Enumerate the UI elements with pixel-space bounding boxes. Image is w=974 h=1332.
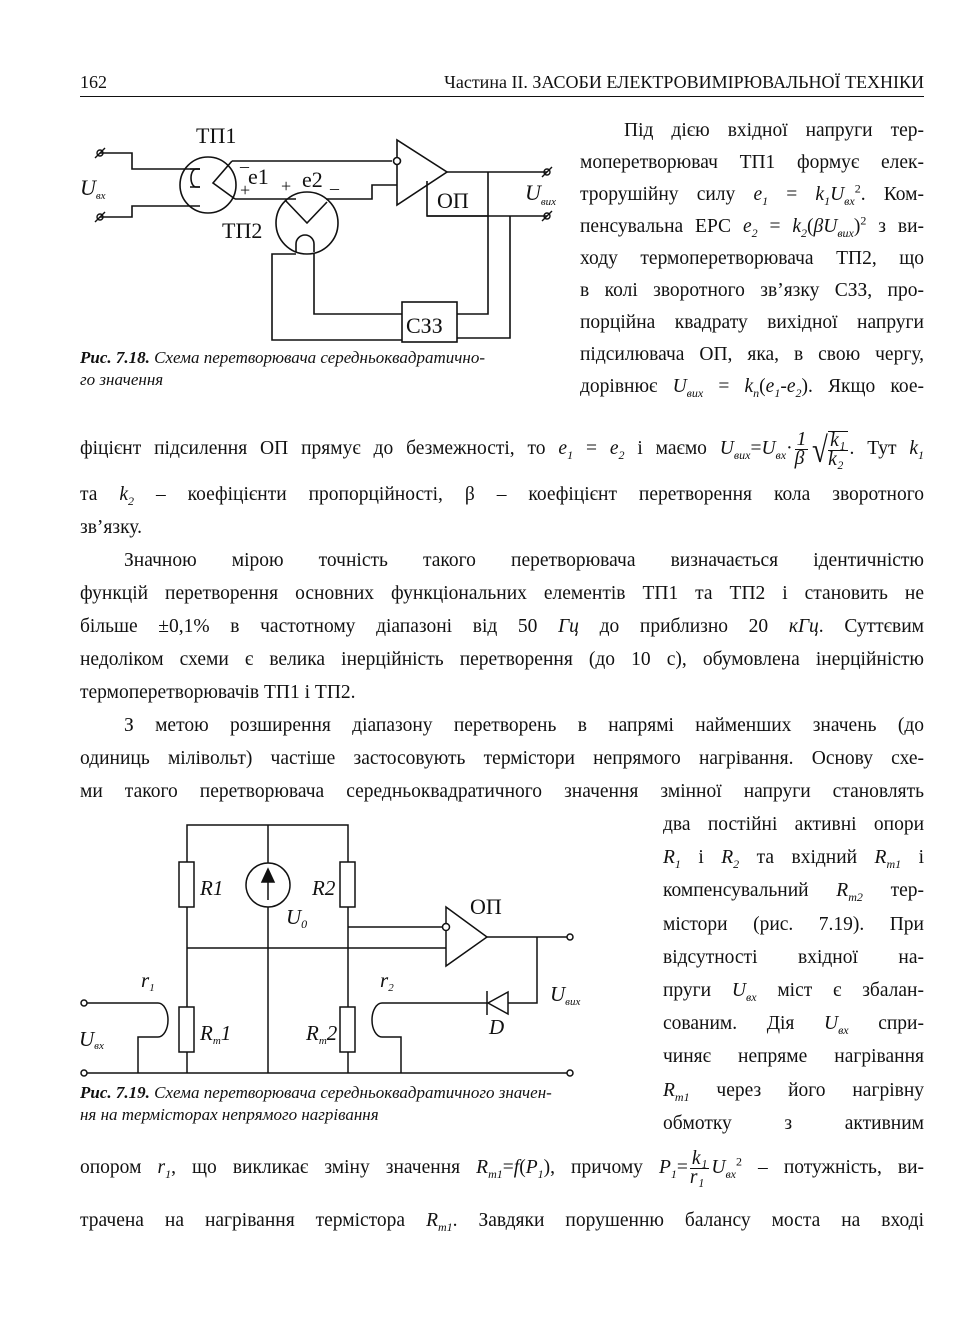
text-line: більше ±0,1% в частотному діапазоні від 50 Гц до приблизно 20 кГц. Суттєвим — [80, 616, 924, 637]
text-line: підсилювача ОП, яка, в свою чергу, — [580, 344, 924, 365]
italic-symbol: кГц — [788, 616, 819, 637]
subscript: п — [753, 385, 760, 400]
italic-symbol: U — [761, 438, 776, 459]
text-line: порційна квадрату вихідної напруги — [580, 312, 924, 333]
text-line: містори (рис. 7.19). При — [663, 913, 924, 935]
italic-symbol: k — [909, 438, 918, 459]
subscript: 1 — [567, 447, 574, 462]
italic-symbol: R — [721, 847, 734, 869]
subscript: 2 — [795, 385, 802, 400]
caption-number: Рис. 7.19. — [80, 1083, 150, 1102]
text-line: Значною мірою точність такого перетворювача визначається ідентичністю — [124, 550, 924, 571]
text-line: чиняє непряме нагрівання — [663, 1046, 924, 1068]
fraction — [828, 431, 847, 469]
body-text — [80, 478, 924, 808]
italic-symbol: e — [765, 376, 775, 397]
italic-symbol: k — [744, 376, 754, 397]
label-r1: R1 — [200, 876, 224, 900]
label-r-2: r2 — [380, 968, 394, 994]
italic-symbol: P — [659, 1157, 671, 1178]
subscript: вих — [686, 385, 704, 400]
text-line: опором $r_1$, що викликає зміну значення $R_{т1}=f(P_1)$, причому $P_1=$ $\frac{\text{k₁}}{\text{r₁}}$ $U_{вх}^2$ – потужність, ви- — [80, 1148, 925, 1189]
italic-symbol: e — [609, 438, 619, 459]
italic-symbol: U — [830, 184, 845, 205]
italic-symbol: e — [742, 216, 752, 237]
superscript: 2 — [736, 1154, 742, 1169]
subscript: 2 — [733, 857, 740, 872]
text-line: ходу термоперетворювача ТП2, що — [580, 248, 924, 269]
label-op-2: ОП — [470, 894, 502, 919]
text-line: $R_1$ і $R_2$ та вхідний $R_{т1}$ і — [663, 847, 925, 872]
subscript: 1 — [670, 1166, 677, 1181]
label-minus-e1: – — [240, 156, 249, 176]
text-line: трорушійну силу $e_1 = k_1U_{вх}^2$. Ком- — [580, 181, 924, 208]
subscript: 1 — [674, 857, 681, 872]
italic-symbol: e — [786, 376, 796, 397]
text-line: Під дією вхідної напруги тер- — [624, 120, 924, 141]
thermistor-rt1 — [179, 1007, 194, 1052]
label-u-out: $U_{вих}$ — [525, 180, 557, 208]
subscript: вх — [838, 1023, 849, 1038]
subscript: 1 — [165, 1166, 172, 1181]
label-u0: U0 — [286, 905, 308, 931]
text-line: $R_{т1}$ через його нагрівну — [663, 1079, 924, 1104]
text-line: недоліком схеми є велика інерційність перетворення (до 10 с), обумовлена інерційністю — [80, 649, 924, 670]
subscript: 1 — [537, 1166, 544, 1181]
label-e2: e2 — [302, 167, 323, 192]
label-rt2: Rт2 — [306, 1021, 338, 1047]
subscript: 1 — [774, 385, 781, 400]
label-op: ОП — [437, 188, 469, 213]
subscript: т1 — [437, 1219, 453, 1234]
text-line: моперетворювач ТП1 формує елек- — [580, 152, 924, 173]
label-r-1: r1 — [141, 968, 155, 994]
resistor-r1 — [179, 862, 194, 907]
text-line: відсутності вхідної на- — [663, 946, 924, 968]
text-line: трачена на нагрівання термістора $R_{т1}$. Завдяки порушенню балансу моста на вході — [80, 1210, 924, 1234]
label-rt1: Rт1 — [200, 1021, 232, 1047]
italic-symbol: R — [663, 847, 675, 869]
subscript: т1 — [488, 1166, 503, 1181]
label-u-out-2: Uвих — [550, 982, 581, 1008]
text-line: одиниць мілівольт) частіше застосовують термістори непрямого нагрівання. Основу схе- — [80, 748, 924, 769]
italic-symbol: k — [792, 216, 802, 237]
subscript: 1 — [824, 193, 831, 208]
italic-symbol: f — [513, 1157, 520, 1178]
caption-text: Схема перетворювача середньоквадратично- — [154, 348, 485, 367]
label-tp2: ТП2 — [222, 218, 263, 243]
label-plus-e1: + — [240, 180, 251, 200]
text-line: пруги $U_{вх}$ міст є збалан- — [663, 980, 924, 1004]
subscript: 2 — [128, 493, 135, 508]
italic-symbol: U — [711, 1157, 726, 1178]
subscript: т2 — [848, 890, 863, 905]
italic-symbol: P — [525, 1157, 538, 1178]
subscript: 2 — [751, 225, 758, 240]
text-line: два постійні активні опори — [663, 814, 924, 835]
text-line: фіцієнт підсилення ОП прямує до безмежності, то $e_1 = e_2$ і маємо $U_{вих}=U_{вх}\cdot$ $\frac{1}{\beta}$ √ $\frac{\text{k₁}}{\text{k₂}}$ . Тут $k_1$ — [80, 429, 924, 470]
page-number: 162 — [80, 72, 107, 92]
diode-symbol — [487, 991, 508, 1015]
text-line: дорівнює $U_{вих} = k_п(e_1-e_2)$. Якщо кое- — [580, 376, 925, 400]
text-line: та $k_2$ – коефіцієнти пропорційності, β – коефіцієнт перетворення кола зворотного — [80, 484, 924, 508]
caption-text: Схема перетворювача середньоквадратичного значен- — [154, 1083, 552, 1102]
numerator: 1 — [796, 429, 807, 451]
italic-symbol: R — [663, 1079, 675, 1101]
italic-symbol: k — [119, 484, 129, 505]
terminal-icons-2 — [81, 934, 573, 1076]
italic-symbol: βU — [813, 216, 838, 237]
italic-symbol: U — [719, 438, 734, 459]
italic-symbol: e — [753, 184, 763, 205]
text-line: сованим. Дія $U_{вх}$ спри- — [663, 1013, 924, 1038]
label-u-in: Uвх — [80, 175, 106, 202]
formula-paragraph-line — [80, 427, 924, 471]
caption-text-cont: ня на термісторах непрямого нагрівання — [80, 1105, 379, 1124]
subscript: 2 — [801, 225, 808, 240]
text-line: функцій перетворення основних функціональних елементів ТП1 та ТП2 і становить не — [80, 583, 924, 604]
subscript: 1 — [762, 193, 769, 208]
label-tp1: ТП1 — [196, 123, 237, 148]
italic-symbol: R — [476, 1157, 489, 1178]
denominator: k₂ — [828, 448, 844, 470]
italic-symbol: Гц — [558, 616, 579, 637]
italic-symbol: k — [815, 184, 825, 205]
formula-paragraph-line-2 — [80, 1146, 924, 1190]
label-e1: e1 — [248, 164, 269, 189]
italic-symbol: U — [731, 980, 746, 1002]
fraction — [690, 1150, 709, 1187]
subscript: т1 — [674, 1089, 690, 1104]
caption-text-cont: го значення — [80, 370, 164, 389]
resistor-r2 — [340, 862, 355, 907]
text-line: ми такого перетворювача середньоквадратичного значення змінної напруги становлять — [80, 781, 924, 802]
italic-symbol: R — [874, 847, 887, 869]
denominator: β — [794, 448, 805, 470]
square-root — [810, 431, 849, 469]
label-minus-e2: – — [330, 178, 339, 198]
fraction — [795, 431, 809, 468]
figure-7-19-caption — [80, 1082, 660, 1126]
superscript: 2 — [860, 213, 867, 228]
inverting-input-marker-2 — [443, 924, 450, 931]
numerator: k₁ — [691, 1148, 708, 1170]
subscript: т1 — [886, 857, 902, 872]
text-line: пенсувальна ЕРС $e_2 = k_2(\beta U_{вих})^2$ з ви- — [580, 213, 925, 240]
subscript: вих — [837, 225, 854, 240]
radical-sign: √ — [812, 429, 829, 470]
text-line: обмотку з активним — [663, 1112, 924, 1134]
text-line: зв’язку. — [80, 517, 142, 538]
label-u-in-2: Uвх — [79, 1027, 104, 1052]
italic-symbol: R — [836, 880, 849, 902]
thermistor-rt2 — [340, 1007, 355, 1052]
italic-symbol: U — [823, 1013, 839, 1035]
text-column-right-1 — [580, 115, 924, 403]
subscript: 2 — [618, 447, 625, 462]
italic-symbol: R — [426, 1210, 438, 1231]
text-line: З метою розширення діапазону перетворень в напрямі найменших значень (до — [124, 715, 924, 736]
text-column-right-2 — [663, 808, 924, 1140]
subscript: вх — [775, 447, 787, 462]
text-line: компенсувальний $R_{т2}$ тер- — [663, 880, 924, 905]
italic-symbol: e — [558, 438, 568, 459]
italic-symbol: r — [157, 1157, 166, 1178]
denominator: r₁ — [689, 1167, 705, 1189]
label-szz: СЗЗ — [406, 313, 443, 338]
last-text-line — [80, 1204, 924, 1237]
label-r2: R2 — [312, 876, 336, 900]
subscript: вх — [844, 193, 855, 208]
subscript: вх — [746, 989, 757, 1004]
subscript: вих — [733, 447, 751, 462]
subscript: вх — [725, 1166, 736, 1181]
superscript: 2 — [854, 181, 861, 196]
italic-symbol: U — [672, 376, 687, 397]
label-d: D — [489, 1015, 505, 1039]
numerator: k₁ — [830, 429, 846, 451]
text-line: термоперетворювачів ТП1 і ТП2. — [80, 682, 356, 703]
arrow-up-icon — [262, 869, 274, 900]
subscript: 1 — [918, 447, 924, 462]
running-title: Частина ІІ. ЗАСОБИ ЕЛЕКТРОВИМІРЮВАЛЬНОЇ ТЕХНІКИ — [444, 72, 924, 92]
label-plus-e2: + — [281, 176, 292, 196]
text-line: в колі зворотного зв’язку СЗЗ, про- — [580, 280, 924, 301]
caption-number: Рис. 7.18. — [80, 348, 150, 367]
